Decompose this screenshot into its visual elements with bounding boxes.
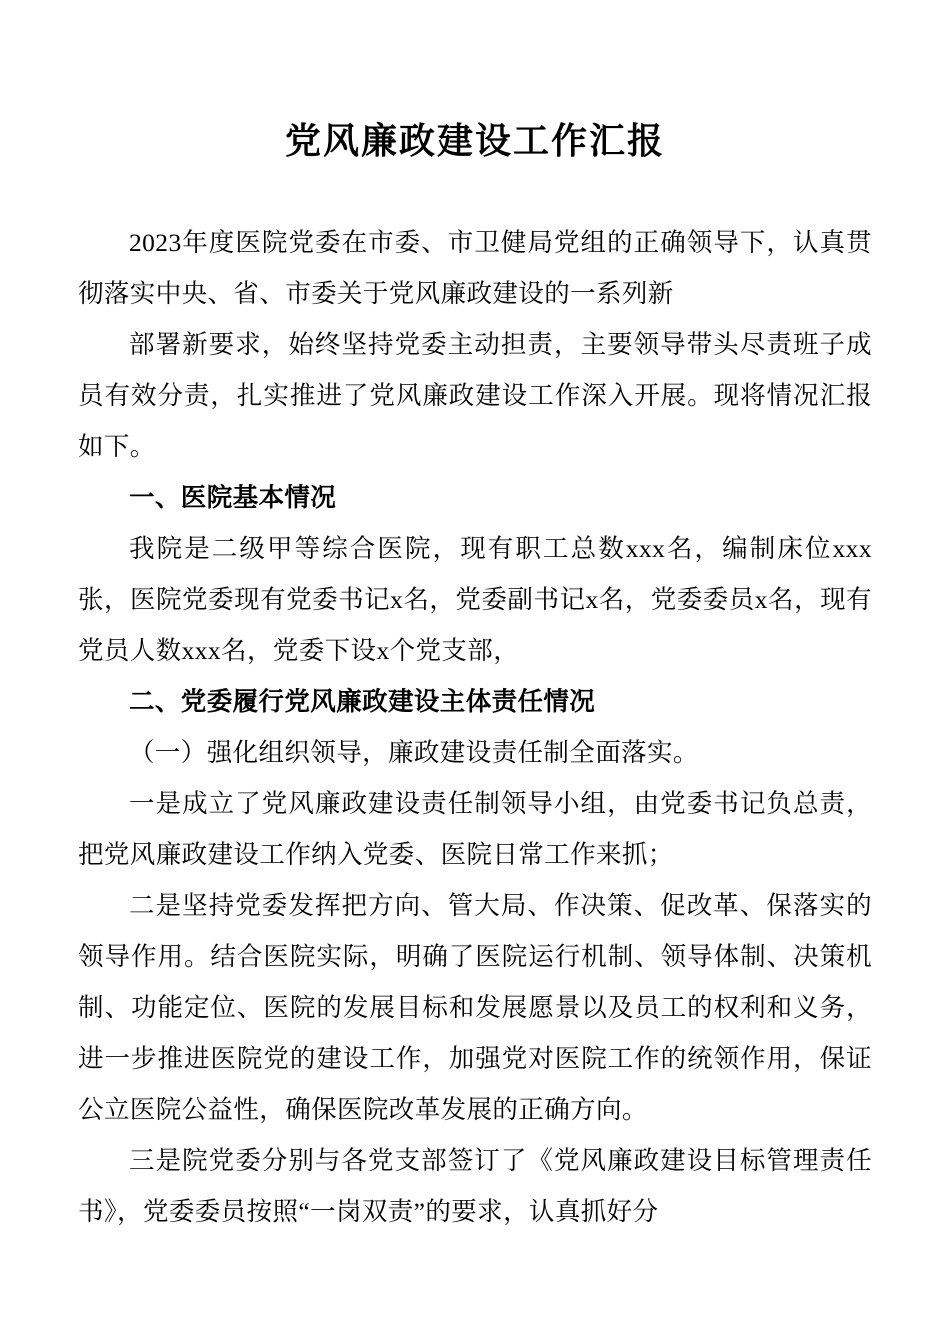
paragraph-1: 2023年度医院党委在市委、市卫健局党组的正确领导下，认真贯彻落实中央、省、市委关于党风廉政建设的一系列新 (78, 227, 872, 308)
paragraph-4: （一）强化组织领导，廉政建设责任制全面落实。 (129, 737, 699, 767)
paragraph-7: 三是院党委分别与各党支部签订了《党风廉政建设目标管理责任书》，党委委员按照“一岗双责”的要求，认真抓好分 (78, 1145, 872, 1226)
page-title: 党风廉政建设工作汇报 (284, 121, 665, 161)
paragraph-2: 部署新要求，始终坚持党委主动担责，主要领导带头尽责班子成员有效分责，扎实推进了党风廉政建设工作深入开展。现将情况汇报如下。 (78, 329, 872, 461)
paragraph-6: 二是坚持党委发挥把方向、管大局、作决策、促改革、保落实的领导作用。结合医院实际，明确了医院运行机制、领导体制、决策机制、功能定位、医院的发展目标和发展愿景以及员工的权利和义务，进一步推进医院党的建设工作，加强党对医院工作的统领作用，保证公立医院公益性，确保医院改革发展的正确方向。 (78, 890, 872, 1124)
paragraph-5: 一是成立了党风廉政建设责任制领导小组，由党委书记负总责，把党风廉政建设工作纳入党委、医院日常工作来抓； (78, 788, 872, 869)
section-heading-1: 一、医院基本情况 (129, 482, 337, 512)
section-heading-2: 二、党委履行党风廉政建设主体责任情况 (129, 686, 596, 716)
paragraph-3: 我院是二级甲等综合医院，现有职工总数xxx名，编制床位xxx张，医院党委现有党委书记x名，党委副书记x名，党委委员x名，现有党员人数xxx名，党委下设x个党支部， (78, 533, 872, 665)
